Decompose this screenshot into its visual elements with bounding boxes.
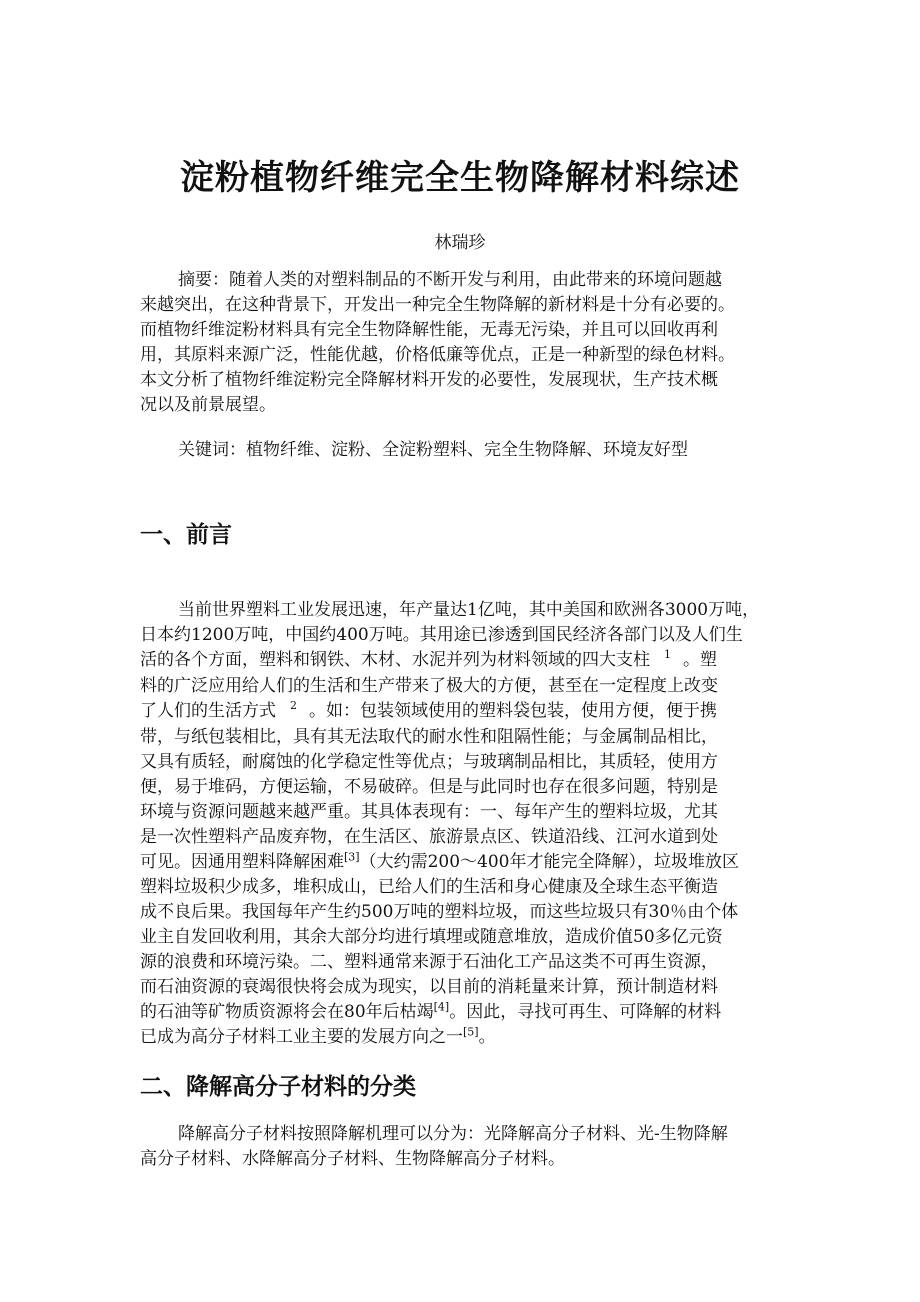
body-line: 带，与纸包装相比，具有其无法取代的耐水性和阻隔性能；与金属制品相比， [140, 727, 718, 747]
body-line [140, 699, 792, 725]
body-text: （大约需200～400年才能完全降解），垃圾堆放区 [359, 852, 739, 872]
body-line: 环境与资源问题越来越严重。其具体表现有：一、每年产生的塑料垃圾，尤其 [140, 802, 718, 822]
paper-title: 淀粉植物纤维完全生物降解材料综述 [180, 158, 740, 198]
citation: 2 [290, 699, 297, 712]
abstract [140, 268, 792, 418]
author-name: 林瑞珍 [434, 233, 486, 253]
body-line: 是一次性塑料产品废弃物，在生活区、旅游景点区、铁道沿线、江河水道到处 [140, 827, 718, 847]
body-text: 已成为高分子材料工业主要的发展方向之一 [140, 1027, 463, 1047]
abstract-line: 用，其原料来源广泛，性能优越，价格低廉等优点，正是一种新型的绿色材料。 [140, 345, 735, 365]
body-line: 当前世界塑料工业发展迅速，年产量达1亿吨，其中美国和欧洲各3000万吨， [178, 600, 760, 620]
body-line: 而石油资源的衰竭很快将会成为现实，以目前的消耗量来计算，预计制造材料 [140, 977, 718, 997]
body-line [140, 648, 792, 674]
abstract-line: 本文分析了植物纤维淀粉完全降解材料开发的必要性，发展现状，生产技术概 [140, 370, 718, 390]
body-text: 的石油等矿物质资源将会在80年后枯竭 [140, 1002, 434, 1022]
body-line: 源的浪费和环境污染。二、塑料通常来源于石油化工产品这类不可再生资源， [140, 952, 718, 972]
body-text: 可见。因通用塑料降解困难 [140, 852, 344, 872]
citation: [5] [463, 1025, 479, 1039]
body-text: 。塑 [683, 650, 717, 670]
abstract-line: 况以及前景展望。 [140, 395, 276, 415]
citation: [3] [344, 850, 360, 864]
body-line: 料的广泛应用给人们的生活和生产带来了极大的方便，甚至在一定程度上改变 [140, 676, 718, 696]
section-heading-classification: 二、降解高分子材料的分类 [140, 1074, 416, 1100]
body-text: 。 [478, 1027, 496, 1047]
section-heading-intro: 一、前言 [140, 522, 232, 548]
body-line: 业主自发回收利用，其余大部分均进行填埋或随意堆放，造成价值50多亿元资 [140, 927, 723, 947]
abstract-line: 来越突出，在这种背景下，开发出一种完全生物降解的新材料是十分有必要的。 [140, 295, 735, 315]
body-line: 日本约1200万吨，中国约400万吨。其用途已渗透到国民经济各部门以及人们生 [140, 625, 743, 645]
abstract-line: 摘要：随着人类的对塑料制品的不断开发与利用，由此带来的环境问题越 [178, 270, 722, 290]
body-line [140, 850, 792, 875]
body-text: 。如：包装领域使用的塑料袋包装，使用方便，便于携 [309, 701, 717, 721]
citation: [4] [433, 1000, 450, 1014]
body-line [140, 1025, 792, 1050]
body-line: 塑料垃圾积少成多，堆积成山，已给人们的生活和身心健康及全球生态平衡造 [140, 877, 718, 897]
body-line [140, 1000, 792, 1025]
citation: 1 [664, 648, 671, 661]
intro-body [140, 598, 792, 1050]
keywords-line: 关键词：植物纤维、淀粉、全淀粉塑料、完全生物降解、环境友好型 [178, 440, 688, 460]
body-line: 高分子材料、水降解高分子材料、生物降解高分子材料。 [140, 1149, 565, 1169]
body-text: 了人们的生活方式 [140, 701, 276, 721]
classification-body [140, 1122, 792, 1172]
abstract-line: 而植物纤维淀粉材料具有完全生物降解性能，无毒无污染，并且可以回收再利 [140, 320, 718, 340]
body-line: 降解高分子材料按照降解机理可以分为：光降解高分子材料、光-生物降解 [178, 1124, 728, 1144]
body-line: 成不良后果。我国每年产生约500万吨的塑料垃圾，而这些垃圾只有30％由个体 [140, 902, 739, 922]
body-text: 活的各个方面，塑料和钢铁、木材、水泥并列为材料领域的四大支柱 [140, 650, 650, 670]
body-text: 。因此，寻找可再生、可降解的材料 [449, 1002, 722, 1022]
keywords [140, 438, 792, 463]
body-line: 便，易于堆码，方便运输，不易破碎。但是与此同时也存在很多问题，特别是 [140, 777, 718, 797]
body-line: 又具有质轻，耐腐蚀的化学稳定性等优点；与玻璃制品相比，其质轻，使用方 [140, 752, 718, 772]
